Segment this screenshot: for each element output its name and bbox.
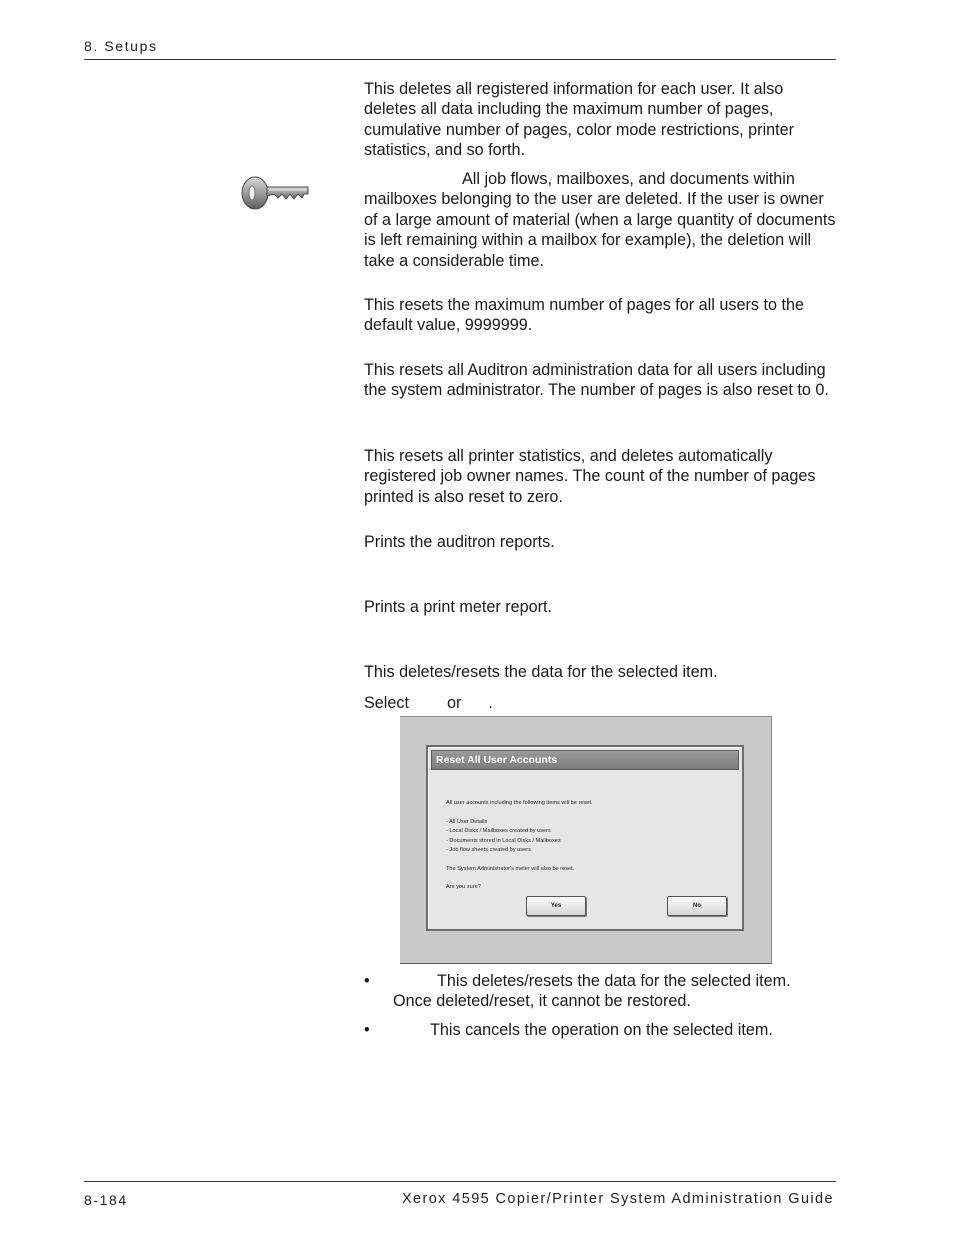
footer-rule bbox=[84, 1181, 836, 1182]
dialog-admin-note: The System Administrator's meter will also be reset. bbox=[446, 866, 575, 872]
dialog-title: Reset All User Accounts bbox=[431, 750, 739, 770]
note-text: All job flows, mailboxes, and documents within mailboxes belonging to the user are deleted. If the user is owner of a large amount of material (when a large quantity of documents is left remaining within a mailbox for example), the deletion will take a considerable time. bbox=[364, 170, 836, 270]
select-period: . bbox=[488, 694, 493, 712]
reset-auditron-paragraph: This resets all Auditron administration data for all users including the system administrator. The number of pages is also reset to 0. bbox=[364, 361, 829, 400]
yes-description: This deletes/resets the data for the selected item. Once deleted/reset, it cannot be restored. bbox=[393, 972, 791, 1011]
running-header: 8. Setups bbox=[84, 38, 158, 54]
screen-capture bbox=[400, 716, 772, 964]
page-number: 8-184 bbox=[84, 1192, 128, 1208]
dialog-confirm: Are you sure? bbox=[446, 884, 481, 890]
dialog-item: - Documents stored in Local Disks / Mailboxes bbox=[446, 838, 561, 844]
bullet-marker: • bbox=[364, 1021, 370, 1039]
dialog-item: - Job flow sheets created by users bbox=[446, 847, 531, 853]
guide-title: Xerox 4595 Copier/Printer System Administration Guide bbox=[401, 1191, 834, 1207]
no-bullet-text bbox=[393, 1020, 833, 1040]
bullet-marker: • bbox=[364, 972, 370, 990]
select-word: Select bbox=[364, 694, 409, 712]
header-rule bbox=[84, 59, 836, 60]
no-description: This cancels the operation on the selected item. bbox=[430, 1021, 773, 1039]
yes-bullet-text bbox=[393, 971, 833, 1012]
delete-reset-selected-paragraph: This deletes/resets the data for the selected item. bbox=[364, 663, 718, 681]
or-word: or bbox=[447, 694, 462, 712]
note-paragraph bbox=[364, 169, 836, 271]
no-button[interactable]: No bbox=[667, 896, 727, 916]
print-auditron-paragraph: Prints the auditron reports. bbox=[364, 533, 555, 551]
print-meter-paragraph: Prints a print meter report. bbox=[364, 598, 553, 616]
delete-user-paragraph: This deletes all registered information for each user. It also deletes all data including the maximum number of pages, cumulative number of pages, color mode restrictions, printer statistics, and so forth. bbox=[364, 80, 795, 160]
dialog-item: - Local Disks / Mailboxes created by users bbox=[446, 828, 551, 834]
reset-dialog bbox=[426, 745, 744, 931]
no-bullet bbox=[364, 1020, 836, 1042]
yes-button[interactable]: Yes bbox=[526, 896, 586, 916]
reset-printer-stats-paragraph: This resets all printer statistics, and deletes automatically registered job owner names. The count of the number of pages printed is also reset to zero. bbox=[364, 447, 816, 506]
yes-bullet bbox=[364, 971, 836, 1013]
dialog-intro: All user accounts including the following items will be reset. bbox=[446, 800, 593, 806]
select-instruction bbox=[364, 693, 836, 713]
reset-max-pages-paragraph: This resets the maximum number of pages for all users to the default value, 9999999. bbox=[364, 296, 804, 335]
key-icon bbox=[238, 172, 310, 214]
dialog-item: - All User Details bbox=[446, 819, 488, 825]
